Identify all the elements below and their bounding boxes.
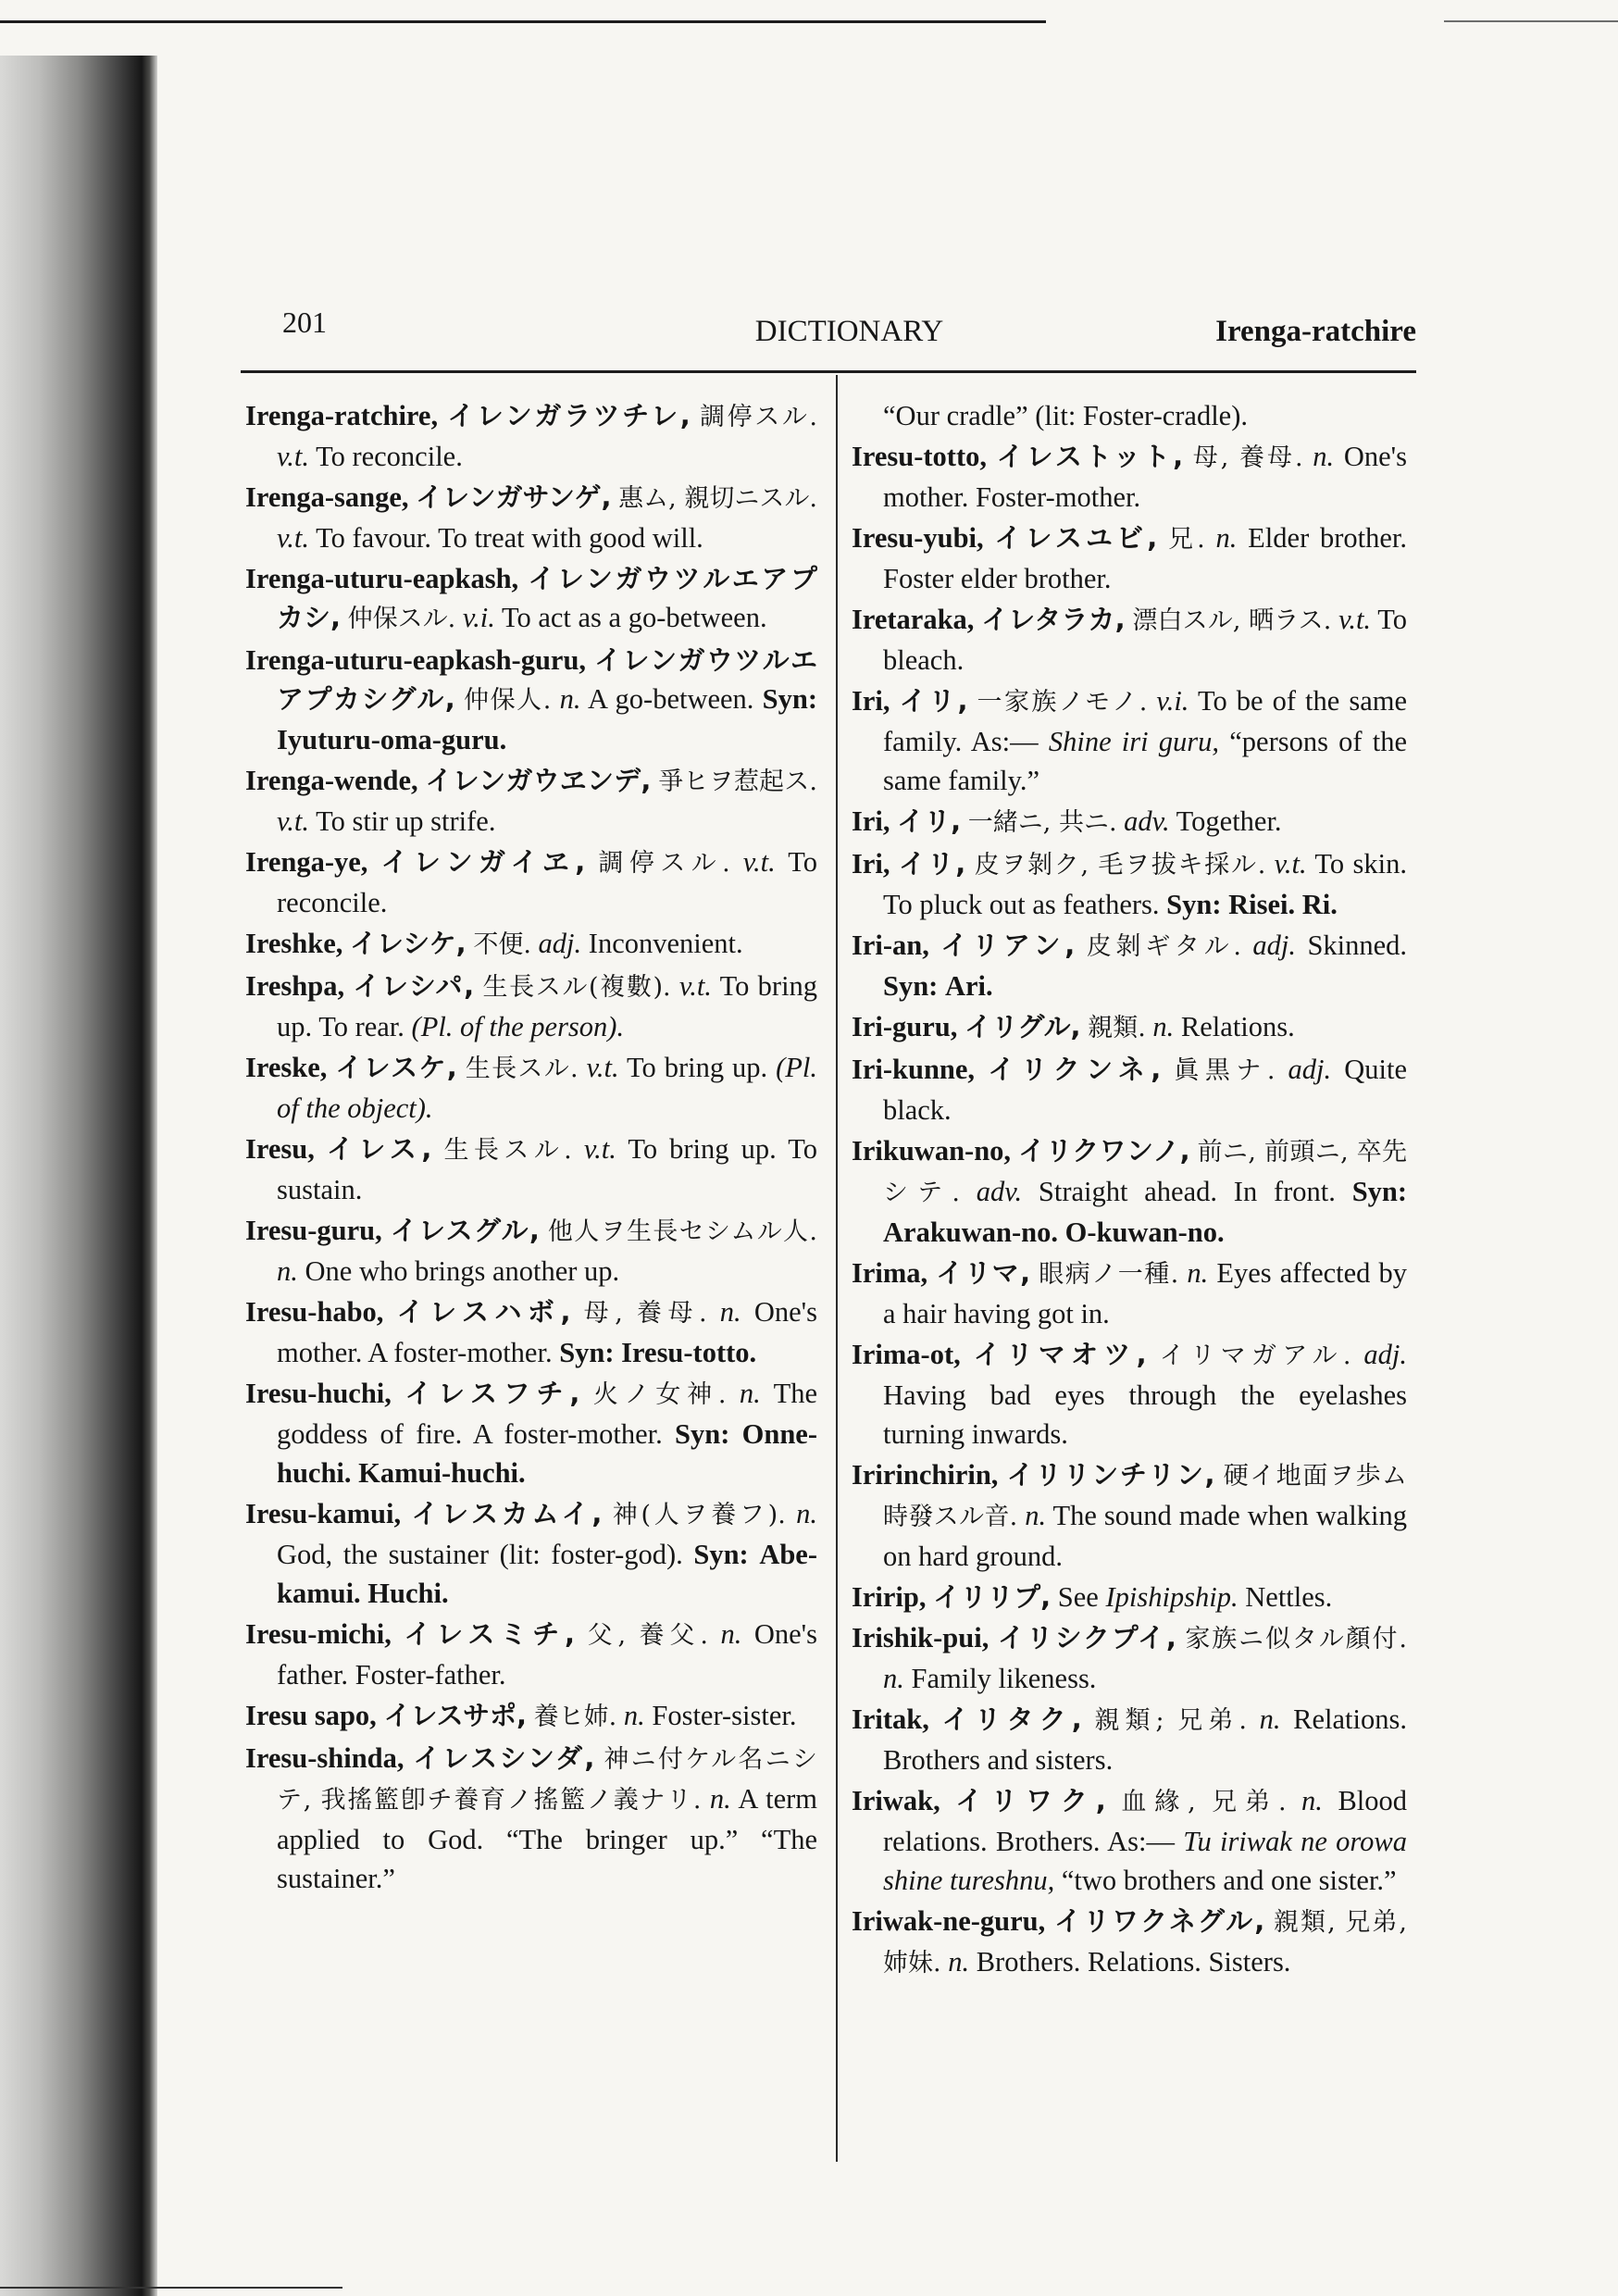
- japanese-gloss: 眼病ノ一種.: [1039, 1260, 1179, 1289]
- part-of-speech: n.: [1152, 1011, 1175, 1042]
- guide-word: Irenga-ratchire: [1215, 315, 1416, 348]
- part-of-speech: n.: [948, 1946, 970, 1978]
- dictionary-entry: [245, 1211, 817, 1291]
- dictionary-entry: [852, 1700, 1407, 1779]
- headword: Iri-guru,: [852, 1011, 958, 1042]
- part-of-speech: v.t.: [583, 1133, 616, 1165]
- scan-bottom-edge: [0, 2287, 342, 2289]
- dictionary-entry: [852, 681, 1407, 800]
- part-of-speech: n.: [1313, 441, 1335, 472]
- headword: Ireshke,: [245, 928, 343, 959]
- dictionary-entry: [245, 1739, 817, 1898]
- part-of-speech: n.: [1215, 522, 1238, 554]
- katakana-reading: イリリンチリン,: [1006, 1459, 1215, 1491]
- headword: Iresu sapo,: [245, 1700, 377, 1731]
- dictionary-entry: [245, 641, 817, 759]
- definition: Quite black.: [883, 1054, 1408, 1126]
- katakana-reading: イレンガラツチレ,: [447, 400, 691, 431]
- katakana-reading: イレシパ,: [353, 970, 475, 1002]
- headword: Irima-ot,: [852, 1339, 961, 1370]
- definition: Family likeness.: [911, 1663, 1097, 1694]
- katakana-reading: イレスミチ,: [404, 1618, 576, 1650]
- book-binding-shadow: [0, 56, 157, 2296]
- katakana-reading: イリ,: [898, 848, 966, 880]
- definition: One's mother. Foster-mother.: [883, 441, 1408, 513]
- japanese-gloss: 皮ヲ剝ク, 毛ヲ拔キ採ル.: [974, 851, 1266, 880]
- definition: A term applied to God. “The bringer up.” “The sustainer.”: [277, 1783, 817, 1894]
- definition: To bring up.: [627, 1052, 768, 1083]
- definition: See: [1057, 1581, 1099, 1613]
- headword: Ireshpa,: [245, 970, 345, 1002]
- part-of-speech: adj.: [1363, 1339, 1407, 1370]
- definition: To act as a go-between.: [501, 602, 767, 633]
- synonym: Onne-huchi. Kamui-huchi.: [277, 1418, 817, 1489]
- synonym-label: Syn:: [762, 683, 817, 715]
- japanese-gloss: 兄.: [1168, 525, 1205, 554]
- scan-top-edge: [0, 20, 1046, 23]
- katakana-reading: イリマ,: [936, 1257, 1031, 1289]
- definition: A go-between.: [587, 683, 754, 715]
- part-of-speech: v.t.: [277, 522, 309, 554]
- part-of-speech: v.t.: [586, 1052, 619, 1083]
- headword: Iresu-kamui,: [245, 1498, 402, 1529]
- dictionary-entry: [245, 478, 817, 557]
- synonym: Arakuwan-no. O-kuwan-no.: [883, 1217, 1225, 1248]
- katakana-reading: イレンガウヱンデ,: [425, 765, 652, 796]
- japanese-gloss: 惠ム, 親切ニスル.: [618, 484, 818, 513]
- definition: Together.: [1176, 805, 1282, 837]
- part-of-speech: v.t.: [678, 970, 712, 1002]
- part-of-speech: v.t.: [1338, 604, 1372, 635]
- example-italic: Tu iriwak ne orowa shine tureshnu,: [883, 1826, 1407, 1896]
- definition: The sound made when walking on hard ground.: [883, 1500, 1408, 1572]
- part-of-speech: n.: [796, 1498, 818, 1529]
- definition-continued: “two brothers and one sister.”: [1061, 1865, 1397, 1896]
- headword: Iri,: [852, 848, 890, 880]
- dictionary-entry: [245, 1292, 817, 1372]
- japanese-gloss: 調停スル.: [598, 849, 730, 878]
- katakana-reading: イレスシンダ,: [413, 1742, 595, 1774]
- definition: Straight ahead. In front.: [1038, 1176, 1336, 1207]
- example-italic: (Pl. of the person).: [411, 1011, 625, 1042]
- dictionary-entry: [852, 844, 1407, 924]
- part-of-speech: n.: [709, 1783, 731, 1815]
- headword: Irenga-ratchire,: [245, 400, 439, 431]
- definition: To bring up. To sustain.: [277, 1133, 817, 1205]
- definition-continued: Nettles.: [1245, 1581, 1333, 1613]
- headword: Ireske,: [245, 1052, 328, 1083]
- part-of-speech: n.: [739, 1378, 761, 1409]
- part-of-speech: adj.: [538, 928, 582, 959]
- definition: Eyes affected by a hair having got in.: [883, 1257, 1408, 1329]
- definition: To favour. To treat with good will.: [316, 522, 703, 554]
- synonym-label: Syn:: [1166, 889, 1222, 920]
- headword: Iri,: [852, 685, 890, 717]
- definition: Brothers. Relations. Sisters.: [976, 1946, 1291, 1978]
- japanese-gloss: 皮剝ギタル.: [1086, 932, 1241, 961]
- part-of-speech: n.: [883, 1663, 904, 1694]
- japanese-gloss: 家族ニ似タル顏付.: [1185, 1625, 1407, 1653]
- synonym-label: Syn:: [559, 1337, 615, 1368]
- dictionary-entry: [852, 1131, 1407, 1252]
- headword: Iresu-yubi,: [852, 522, 984, 554]
- japanese-gloss: 神ニ付ケル名ニシテ, 我搖籃卽チ養育ノ搖籃ノ義ナリ.: [277, 1745, 818, 1815]
- definition: To skin. To pluck out as feathers.: [883, 848, 1407, 920]
- headword: Irima,: [852, 1257, 928, 1289]
- dictionary-entry: [245, 967, 817, 1046]
- synonym: Abe-kamui. Huchi.: [277, 1539, 817, 1609]
- definition: God, the sustainer (lit: foster-god).: [277, 1539, 683, 1570]
- headword: Irenga-uturu-eapkash-guru,: [245, 644, 587, 676]
- dictionary-entry: [245, 924, 817, 965]
- dictionary-entry: [852, 1455, 1407, 1576]
- definition: Inconvenient.: [588, 928, 743, 959]
- katakana-reading: イリ,: [897, 805, 962, 837]
- scan-top-edge-right: [1444, 20, 1618, 22]
- dictionary-entry: [852, 437, 1407, 517]
- dictionary-entry: [852, 802, 1407, 842]
- headword: Iriwak,: [852, 1785, 940, 1816]
- definition: To reconcile.: [277, 846, 818, 918]
- katakana-reading: イレスグル,: [390, 1215, 540, 1246]
- dictionary-entry: [245, 1129, 817, 1209]
- headword: Irenga-sange,: [245, 481, 409, 513]
- dictionary-entry: [245, 842, 817, 922]
- dictionary-entry: [852, 1902, 1407, 1983]
- definition: Foster-sister.: [652, 1700, 797, 1731]
- part-of-speech: adj.: [1252, 930, 1297, 961]
- dictionary-entry: [852, 600, 1407, 680]
- katakana-reading: イリ,: [899, 685, 968, 717]
- japanese-gloss: 他人ヲ生長セシムル人.: [547, 1217, 818, 1246]
- page-header: [282, 306, 1416, 361]
- japanese-gloss: 前ニ, 前頭ニ, 卒先シテ.: [883, 1138, 1408, 1207]
- synonym: Ari.: [944, 970, 993, 1002]
- headword: Irikuwan-no,: [852, 1135, 1012, 1167]
- part-of-speech: adv.: [976, 1176, 1023, 1207]
- synonym: Iresu-totto.: [621, 1337, 757, 1368]
- japanese-gloss: 調停スル.: [700, 403, 818, 431]
- dictionary-entry: [852, 1578, 1407, 1616]
- definition: To stir up strife.: [316, 805, 496, 837]
- example-italic: Shine iri guru,: [1048, 726, 1220, 757]
- headword: Iririnchirin,: [852, 1459, 999, 1491]
- left-column: [245, 396, 817, 1900]
- katakana-reading: イレスハボ,: [396, 1296, 571, 1328]
- japanese-gloss: 不便.: [473, 930, 531, 959]
- dictionary-entry: [245, 1048, 817, 1128]
- japanese-gloss: 母, 養母.: [1192, 443, 1303, 472]
- synonym-label: Syn:: [883, 970, 939, 1002]
- japanese-gloss: 親類; 兄弟.: [1094, 1706, 1247, 1735]
- definition: To bring up. To rear.: [277, 970, 818, 1042]
- dictionary-entry: [852, 1618, 1407, 1698]
- japanese-gloss: 生長スル.: [465, 1054, 579, 1083]
- definition: Relations.: [1180, 1011, 1295, 1042]
- part-of-speech: v.t.: [742, 846, 776, 878]
- definition: One's father. Foster-father.: [277, 1618, 818, 1691]
- dictionary-entry: [852, 1781, 1407, 1900]
- dictionary-entry: [852, 926, 1407, 1005]
- part-of-speech: n.: [1259, 1703, 1281, 1735]
- dictionary-entry: [852, 1254, 1407, 1333]
- japanese-gloss: 火ノ女神.: [592, 1380, 727, 1409]
- right-column: [852, 396, 1407, 1985]
- synonym-label: Syn:: [693, 1539, 749, 1570]
- definition: One's mother. A foster-mother.: [277, 1296, 818, 1368]
- example-italic: Ipishipship.: [1105, 1581, 1238, 1613]
- katakana-reading: イリクンネ,: [988, 1054, 1162, 1085]
- japanese-gloss: 養ヒ姉.: [533, 1703, 617, 1731]
- definition-continued: “persons of the same family.”: [883, 726, 1408, 796]
- katakana-reading: イリアン,: [940, 930, 1076, 961]
- definition: To bleach.: [883, 604, 1408, 676]
- definition: Elder brother. Foster elder brother.: [883, 522, 1408, 594]
- katakana-reading: イレンガサンゲ,: [416, 481, 612, 513]
- example-italic: (Pl. of the object).: [277, 1052, 818, 1124]
- part-of-speech: n.: [623, 1700, 645, 1731]
- japanese-gloss: 眞黒ナ.: [1174, 1056, 1276, 1085]
- headword: Iresu,: [245, 1133, 315, 1165]
- part-of-speech: adj.: [1288, 1054, 1332, 1085]
- headword: Irenga-uturu-eapkash,: [245, 563, 519, 594]
- katakana-reading: イレスカムイ,: [411, 1498, 603, 1529]
- definition: Relations. Brothers and sisters.: [883, 1703, 1407, 1776]
- katakana-reading: イレスケ,: [335, 1052, 457, 1083]
- part-of-speech: n.: [1187, 1257, 1209, 1289]
- japanese-gloss: 仲保スル.: [347, 605, 456, 633]
- japanese-gloss: 一家族ノモノ.: [977, 688, 1148, 717]
- katakana-reading: イリタク,: [941, 1703, 1082, 1735]
- part-of-speech: v.t.: [277, 441, 309, 472]
- katakana-reading: イレスユビ,: [994, 522, 1158, 554]
- dictionary-entry: [852, 518, 1407, 598]
- dictionary-entry: [245, 761, 817, 841]
- part-of-speech: v.i.: [1156, 685, 1189, 717]
- japanese-gloss: 親類, 兄弟, 姉妹.: [883, 1908, 1408, 1978]
- katakana-reading: イリグル,: [965, 1011, 1081, 1042]
- japanese-gloss: 生長スル.: [443, 1136, 572, 1165]
- dictionary-entry: [245, 1696, 817, 1737]
- part-of-speech: adv.: [1124, 805, 1170, 837]
- katakana-reading: イリリプ,: [933, 1581, 1052, 1613]
- synonym-label: Syn:: [675, 1418, 730, 1450]
- dictionary-entry: [245, 559, 817, 639]
- headword: Iretaraka,: [852, 604, 975, 635]
- katakana-reading: イリワク,: [955, 1785, 1106, 1816]
- part-of-speech: v.t.: [1274, 848, 1307, 880]
- japanese-gloss: 爭ヒヲ惹起ス.: [658, 767, 817, 796]
- headword: Iresu-michi,: [245, 1618, 392, 1650]
- definition: One who brings another up.: [305, 1255, 620, 1287]
- dictionary-entry: [245, 396, 817, 476]
- japanese-gloss: 母, 養母.: [583, 1299, 707, 1328]
- headword: Iri-kunne,: [852, 1054, 976, 1085]
- synonym-label: Syn:: [1351, 1176, 1408, 1207]
- japanese-gloss: 漂白スル, 晒ラス.: [1132, 606, 1332, 635]
- katakana-reading: イレストット,: [996, 441, 1184, 472]
- katakana-reading: イリクワンノ,: [1018, 1135, 1190, 1167]
- japanese-gloss: 生長スル(複數).: [482, 973, 671, 1002]
- definition: Blood relations. Brothers. As:—: [883, 1785, 1408, 1857]
- part-of-speech: n.: [277, 1255, 298, 1287]
- katakana-reading: イリシクプイ,: [997, 1622, 1176, 1653]
- japanese-gloss: 親類.: [1088, 1014, 1146, 1042]
- dictionary-entry: [852, 1335, 1407, 1454]
- page-number: 201: [282, 306, 327, 339]
- katakana-reading: イリワクネグル,: [1053, 1905, 1265, 1937]
- part-of-speech: v.t.: [277, 805, 309, 837]
- headword: Iri-an,: [852, 930, 929, 961]
- japanese-gloss: 一緒ニ, 共ニ.: [967, 808, 1117, 837]
- headword: Iresu-shinda,: [245, 1742, 404, 1774]
- headword: Iritak,: [852, 1703, 929, 1735]
- katakana-reading: イレンガウツルエアプカシグル,: [277, 644, 818, 715]
- katakana-reading: イレス,: [326, 1133, 432, 1165]
- katakana-reading: イレンガイヱ,: [380, 846, 586, 878]
- part-of-speech: v.i.: [462, 602, 495, 633]
- definition: To be of the same family. As:—: [883, 685, 1408, 757]
- definition: Skinned.: [1307, 930, 1408, 961]
- headword: Iresu-guru,: [245, 1215, 382, 1246]
- part-of-speech: n.: [719, 1296, 741, 1328]
- katakana-reading: イレスサポ,: [383, 1700, 528, 1731]
- headword: Iresu-habo,: [245, 1296, 384, 1328]
- headword: Iririp,: [852, 1581, 927, 1613]
- headword: Iri,: [852, 805, 890, 837]
- part-of-speech: n.: [1301, 1785, 1323, 1816]
- katakana-reading: イレスフチ,: [404, 1378, 580, 1409]
- column-divider: [836, 375, 838, 2162]
- japanese-gloss: イリマガアル.: [1159, 1341, 1351, 1370]
- continued-text: “Our cradle” (lit: Foster-cradle).: [883, 400, 1248, 431]
- synonym: Iyuturu-oma-guru.: [277, 724, 507, 755]
- dictionary-entry: [245, 1615, 817, 1694]
- definition: To reconcile.: [316, 441, 463, 472]
- japanese-gloss: 血緣, 兄弟.: [1121, 1788, 1287, 1816]
- dictionary-entry: [852, 1007, 1407, 1048]
- headword: Iriwak-ne-guru,: [852, 1905, 1046, 1937]
- japanese-gloss: 神(人ヲ養フ).: [612, 1501, 786, 1529]
- definition: Having bad eyes through the eyelashes turning inwards.: [883, 1379, 1407, 1450]
- japanese-gloss: 硬イ地面ヲ歩ム時發スル音.: [883, 1462, 1408, 1531]
- katakana-reading: イリマオツ,: [973, 1339, 1147, 1370]
- part-of-speech: n.: [559, 683, 581, 715]
- part-of-speech: n.: [720, 1618, 742, 1650]
- dictionary-entry: [245, 1374, 817, 1492]
- headword: Irishik-pui,: [852, 1622, 989, 1653]
- synonym: Risei. Ri.: [1228, 889, 1338, 920]
- headword: Irenga-ye,: [245, 846, 368, 878]
- definition: The goddess of fire. A foster-mother.: [277, 1378, 818, 1450]
- headword: Irenga-wende,: [245, 765, 418, 796]
- katakana-reading: イレタラカ,: [981, 604, 1126, 635]
- dictionary-entry: [245, 1494, 817, 1613]
- headword: Iresu-huchi,: [245, 1378, 392, 1409]
- katakana-reading: イレンガウツルエアプカシ,: [277, 563, 817, 633]
- dictionary-entry: [852, 1050, 1407, 1129]
- headword: Iresu-totto,: [852, 441, 987, 472]
- part-of-speech: n.: [1025, 1500, 1047, 1531]
- japanese-gloss: 父, 養父.: [587, 1621, 708, 1650]
- running-title: DICTIONARY: [754, 315, 944, 348]
- katakana-reading: イレシケ,: [349, 928, 467, 959]
- japanese-gloss: 仲保人.: [464, 686, 552, 715]
- header-rule: [241, 370, 1416, 373]
